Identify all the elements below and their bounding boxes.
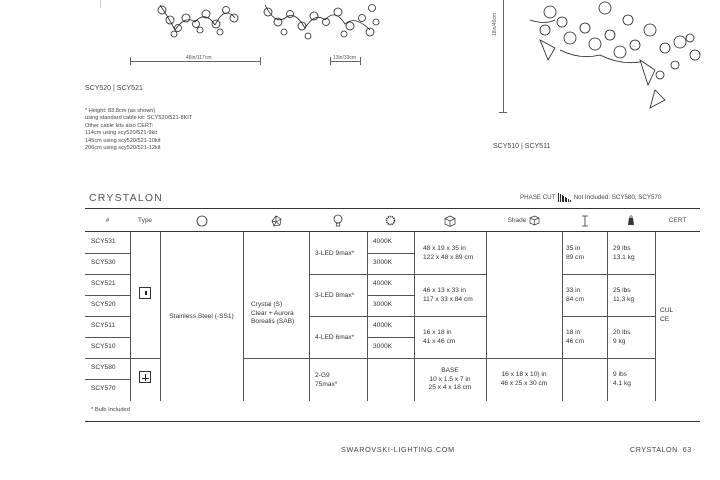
shade-line: 46 x 25 x 30 cm bbox=[500, 379, 548, 387]
dimensions-line: 41 x 46 cm bbox=[423, 337, 456, 345]
dimensions-value bbox=[423, 329, 455, 346]
crystal-icon bbox=[243, 209, 309, 232]
model-number: SCY511 bbox=[91, 322, 116, 329]
shade-icon bbox=[529, 215, 540, 226]
row-divider bbox=[85, 295, 130, 296]
finish-value: Stainless Steel (-SS1) bbox=[169, 313, 234, 320]
weight-line: 9 kg bbox=[613, 337, 626, 345]
bulb-icon bbox=[309, 209, 367, 232]
weight-line: 25 lbs bbox=[613, 287, 631, 294]
weight-value bbox=[613, 371, 631, 388]
height-value bbox=[566, 245, 584, 262]
crystal-line: Crystal (S) bbox=[251, 301, 283, 308]
header-shade-label: Shade bbox=[507, 217, 527, 224]
weight-line: 13.1 kg bbox=[613, 253, 635, 261]
col-divider bbox=[243, 232, 244, 401]
height-icon bbox=[562, 209, 607, 232]
note-line: 114cm using scy520/521-9kit bbox=[85, 130, 158, 137]
group-divider bbox=[562, 274, 655, 275]
model-number: SCY570 bbox=[91, 385, 116, 392]
note-line: 145cm using scy520/521-10kit bbox=[85, 137, 161, 144]
lamp-line: 75max* bbox=[315, 380, 338, 388]
pendant-type-icon bbox=[139, 287, 151, 299]
kelvin-value: 3000K bbox=[373, 343, 393, 350]
website-link[interactable]: SWAROVSKI-LIGHTING.COM bbox=[341, 445, 455, 454]
height-value bbox=[566, 329, 584, 346]
model-number: SCY531 bbox=[91, 238, 116, 245]
phase-cut-icon bbox=[558, 193, 570, 202]
dimension-tick bbox=[330, 57, 331, 65]
dimensions-line: 25 x 4 x 18 cm bbox=[428, 384, 472, 391]
footnote: * Bulb Included bbox=[91, 407, 130, 413]
dimensions-line: 16 x 18 in bbox=[423, 329, 452, 336]
height-line: 18 in bbox=[566, 329, 581, 336]
kelvin-value: 3000K bbox=[373, 259, 393, 266]
cert-line: CE bbox=[660, 315, 670, 323]
weight-value bbox=[613, 245, 635, 262]
crystal-value bbox=[251, 301, 294, 327]
height-value bbox=[566, 287, 584, 304]
kelvin-value: 3000K bbox=[373, 301, 393, 308]
row-divider bbox=[367, 253, 414, 254]
section-meta bbox=[520, 193, 661, 202]
crystal-line: Borealis (SAB) bbox=[251, 318, 295, 325]
spec-table bbox=[85, 208, 700, 400]
finish-icon bbox=[160, 209, 243, 232]
header-cert: CERT bbox=[668, 217, 687, 224]
dimensions-line: 48 x 19 x 35 in bbox=[423, 245, 466, 252]
group-divider bbox=[309, 316, 486, 317]
dimension-tick bbox=[499, 112, 507, 113]
dimensions-line: BASE bbox=[441, 367, 459, 374]
group-divider bbox=[309, 274, 486, 275]
shade-line: 16 x 18 x 10) in bbox=[501, 371, 547, 378]
row-divider bbox=[85, 379, 130, 380]
height-line: 33 in bbox=[566, 287, 581, 294]
dimensions-value bbox=[423, 287, 473, 304]
note-line: Other cable kits also CERT: bbox=[85, 122, 154, 129]
base-dimensions bbox=[414, 367, 486, 393]
height-line: 35 in bbox=[566, 245, 581, 252]
dimensions-line: 117 x 33 x 84 cm bbox=[423, 295, 473, 303]
header-shade bbox=[486, 209, 562, 232]
height-notes bbox=[85, 108, 192, 152]
weight-line: 4.1 kg bbox=[613, 379, 631, 387]
dimension-width-right: 13in/33cm bbox=[333, 55, 357, 61]
dimensions-line: 122 x 48 x 89 cm bbox=[423, 253, 474, 261]
group-divider bbox=[562, 316, 655, 317]
weight-value bbox=[613, 287, 634, 304]
lamp-value: 3-LED 9max* bbox=[315, 250, 355, 257]
phase-cut-label: PHASE CUT bbox=[520, 194, 556, 201]
group-divider bbox=[309, 358, 486, 359]
dimension-width-left: 46in/117cm bbox=[186, 55, 212, 61]
kelvin-value: 4000K bbox=[373, 238, 393, 245]
lamp-value bbox=[315, 372, 337, 389]
cert-value bbox=[660, 307, 673, 324]
product-illustration-right bbox=[500, 0, 720, 115]
col-divider bbox=[130, 232, 131, 401]
bottom-rule bbox=[85, 421, 700, 422]
row-divider bbox=[85, 337, 130, 338]
note-line: * Height: 83.8cm (as shown) bbox=[85, 108, 156, 114]
dimension-line-vertical bbox=[503, 0, 504, 112]
weight-icon bbox=[607, 209, 655, 232]
row-divider bbox=[367, 295, 414, 296]
height-line: 89 cm bbox=[566, 253, 584, 261]
cert-line: CUL bbox=[660, 307, 674, 314]
dimension-line-left bbox=[130, 61, 260, 62]
weight-line: 9 lbs bbox=[613, 371, 627, 378]
header-num: # bbox=[105, 217, 110, 224]
group-divider bbox=[486, 358, 562, 359]
model-number: SCY510 bbox=[91, 343, 116, 350]
wall-type-icon bbox=[139, 371, 151, 383]
model-number: SCY520 bbox=[91, 301, 116, 308]
page-number: CRYSTALON 63 bbox=[630, 445, 692, 454]
lamp-line: 2-G9 bbox=[315, 372, 330, 379]
weight-line: 29 lbs bbox=[613, 245, 631, 252]
model-number: SCY530 bbox=[91, 259, 116, 266]
dimension-tick bbox=[130, 57, 131, 65]
height-line: 46 cm bbox=[566, 337, 584, 345]
note-line: 206cm using scy520/521-12kit bbox=[85, 145, 161, 152]
model-number: SCY521 bbox=[91, 280, 116, 287]
weight-value bbox=[613, 329, 631, 346]
caption-right: SCY510 | SCY511 bbox=[493, 143, 551, 150]
section-title: CRYSTALON bbox=[89, 192, 164, 204]
header-type: Type bbox=[137, 217, 153, 224]
dimension-height-right: 18in/46cm bbox=[492, 12, 498, 36]
note-line: using standard cable kit: SCY520/521-8KIT bbox=[85, 115, 193, 122]
dimension-line-right bbox=[330, 61, 360, 62]
not-included-note: Not Included: SCY580, SCY570 bbox=[573, 194, 662, 201]
dimension-tick bbox=[260, 57, 261, 65]
lamp-value: 4-LED 6max* bbox=[315, 334, 355, 341]
weight-line: 11.3 kg bbox=[613, 295, 635, 303]
dimension-tick bbox=[360, 57, 361, 65]
dimensions-line: 10 x 1.5 x 7 in bbox=[429, 375, 471, 383]
dimensions-line: 46 x 13 x 33 in bbox=[423, 287, 466, 294]
row-divider bbox=[85, 316, 130, 317]
shade-value bbox=[486, 371, 562, 388]
crystal-line: Clear + Aurora bbox=[251, 309, 294, 317]
row-divider bbox=[367, 337, 414, 338]
table-header bbox=[85, 209, 700, 232]
model-number: SCY580 bbox=[91, 364, 116, 371]
color-temp-icon bbox=[367, 209, 414, 232]
row-divider bbox=[85, 358, 130, 359]
lamp-value: 3-LED 8max* bbox=[315, 292, 355, 299]
group-divider bbox=[562, 358, 655, 359]
row-divider bbox=[85, 253, 130, 254]
kelvin-value: 4000K bbox=[373, 280, 393, 287]
group-divider bbox=[243, 358, 309, 359]
caption-left: SCY520 | SCY521 bbox=[85, 85, 143, 92]
row-divider bbox=[85, 274, 130, 275]
group-divider bbox=[130, 358, 160, 359]
col-divider bbox=[655, 232, 656, 401]
weight-line: 20 lbs bbox=[613, 329, 631, 336]
dimensions-icon bbox=[414, 209, 486, 232]
kelvin-value: 4000K bbox=[373, 322, 393, 329]
height-line: 84 cm bbox=[566, 295, 584, 303]
dimensions-value bbox=[423, 245, 473, 262]
